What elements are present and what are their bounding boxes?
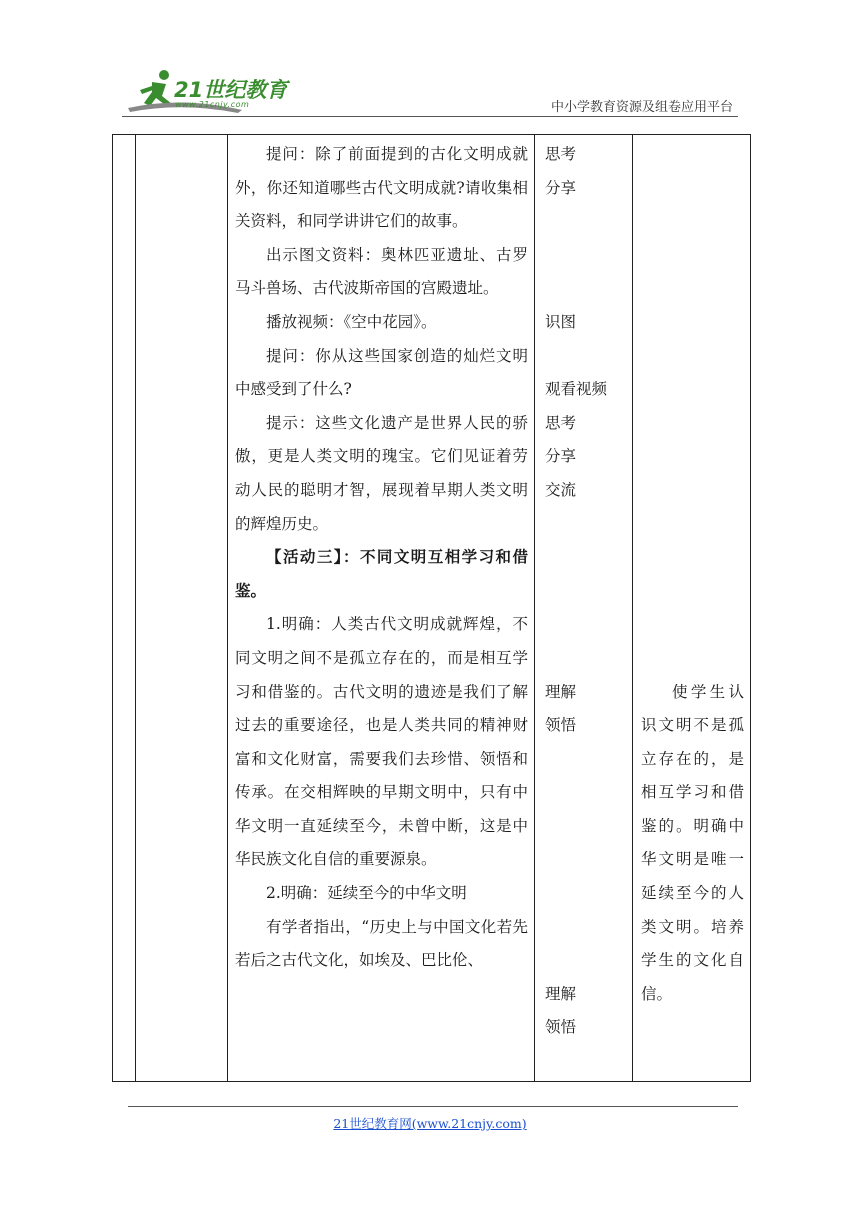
lesson-paragraph: 提问：除了前面提到的古化文明成就外，你还知道哪些古代文明成就?请收集相关资料，和同学讲讲它们的故事。 [235, 145, 528, 231]
activity-label: 观看视频 [545, 380, 608, 399]
lesson-paragraph: 出示图文资料：奥林匹亚遗址、古罗马斗兽场、古代波斯帝国的宫殿遗址。 [235, 245, 528, 298]
activity-label: 交流 [545, 480, 577, 499]
activity-label: 识图 [545, 312, 577, 331]
activity-label: 思考 [545, 145, 577, 163]
logo-text: 21世纪教育 [174, 78, 288, 102]
activity-label: 理解 [545, 984, 577, 1003]
activity-label: 分享 [545, 178, 577, 197]
activity-label: 领悟 [545, 716, 577, 735]
teacher-activity-cell [228, 135, 535, 1082]
page-header [0, 0, 860, 120]
lesson-paragraph: 有学者指出，“历史上与中国文化若先若后之古代文化，如埃及、巴比伦、 [235, 917, 528, 970]
table-col-1 [113, 135, 136, 1082]
activity-label: 分享 [545, 447, 577, 466]
header-divider [122, 116, 738, 117]
lesson-paragraph: 1.明确：人类古代文明成就辉煌，不同文明之间不是孤立存在的，而是相互学习和借鉴的。古代文明的遗迹是我们了解过去的重要途径，也是人类共同的精神财富和文化财富，需要我们去珍惜、领悟和传承。在交相辉映的早期文明中，只有中华文明一直延续至今，未曾中断，这是中华民族文化自信的重要源泉。 [235, 615, 528, 869]
design-intent-cell [633, 135, 751, 1082]
activity-label: 理解 [545, 682, 577, 701]
footer-divider [128, 1106, 738, 1107]
footer-link[interactable]: 21世纪教育网(www.21cnjy.com) [333, 1116, 527, 1131]
lesson-paragraph: 播放视频：《空中花园》。 [266, 312, 437, 331]
student-activity-cell [535, 135, 633, 1082]
lesson-paragraph: 提问：你从这些国家创造的灿烂文明中感受到了什么? [235, 346, 528, 399]
activity-label: 思考 [545, 413, 577, 432]
footer[interactable] [0, 1114, 860, 1132]
design-intent-text: 使学生认识文明不是孤立存在的，是相互学习和借鉴的。明确中华文明是唯一延续至今的人类文明。培养学生的文化自信。 [641, 682, 744, 1003]
lesson-paragraph: 提示：这些文化遗产是世界人民的骄傲，更是人类文明的瑰宝。它们见证着劳动人民的聪明才智，展现着早期人类文明的辉煌历史。 [235, 413, 528, 533]
table-col-2 [136, 135, 228, 1082]
platform-name: 中小学教育资源及组卷应用平台 [550, 100, 733, 115]
lesson-paragraph: 2.明确：延续至今的中华文明 [266, 884, 467, 903]
activity-heading: 【活动三】：不同文明互相学习和借鉴。 [235, 548, 528, 600]
logo-url: www.21cnjy.com [175, 100, 250, 109]
lesson-table [112, 134, 751, 1082]
activity-label: 领悟 [545, 1018, 577, 1037]
